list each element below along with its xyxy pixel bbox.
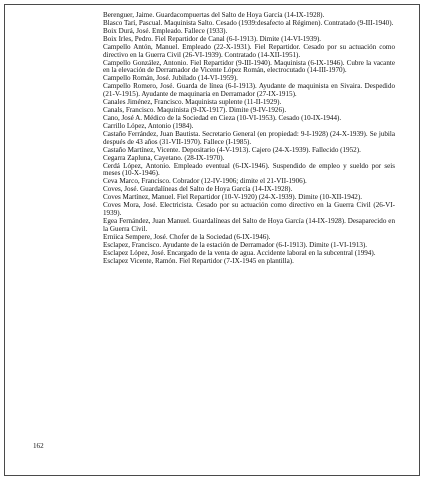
list-entry: Ceva Marco, Francisco. Cobrador (12-IV-1906; dimite el 21-VII-1906). <box>103 177 307 186</box>
personnel-list <box>103 12 395 266</box>
list-entry: Cegarra Zapluna, Cayetano. (28-IX-1970). <box>103 153 225 162</box>
list-entry: Campello Romero, José. Guarda de línea (6-I-1913). Ayudante de maquinista en Sivaira. Despedido (21-V-1915). Ayudante de maquinaria en Derramador (27-IX-1915). <box>103 82 395 99</box>
list-entry: Campello González, Antonio. Fiel Repartidor (9-III-1940). Maquinista (6-IX-1946). Cubre la vacante en la elevación de Derramador de Vicente López Román, electrocutado (14-III-1970). <box>103 58 395 75</box>
list-entry: Erniica Sempere, José. Chofer de la Sociedad (6-IX-1946). <box>103 232 271 241</box>
list-entry: Campello Antón, Manuel. Empleado (22-X-1931). Fiel Repartidor. Cesado por su actuación como directivo en la Guerra Civil (26-VI-1939). Contratado (14-XII-1951). <box>103 42 395 59</box>
list-entry: Esclapez, Francisco. Ayudante de la estación de Derramador (6-I-1913). Dimite (1-VI-1913). <box>103 240 368 249</box>
list-entry: Blasco Tarí, Pascual. Maquinista Salto. Cesado (1939:desafecto al Régimen). Contratado (9-III-1940). <box>103 18 394 27</box>
list-entry: Berenguer, Jaime. Guardacompuertas del Salto de Hoya García (14-IX-1928). <box>103 11 325 19</box>
page-number: 162 <box>33 442 44 450</box>
list-entry: Canales Jiménez, Francisco. Maquinista suplente (11-II-1929). <box>103 98 282 107</box>
list-entry: Boix Irles, Pedro. Fiel Repartidor de Canal (6-I-1913). Dimite (14-VI-1939). <box>103 34 322 43</box>
list-entry: Boix Durá, José. Empleado. Fallece (1933). <box>103 26 228 35</box>
list-entry: Castaño Martínez, Vicente. Depositario (4-V-1913). Cajero (24-X-1939). Fallecido (1952). <box>103 145 361 154</box>
list-entry: Cano, José A. Médico de la Sociedad en Cieza (10-VI-1953). Cesado (10-IX-1944). <box>103 113 342 122</box>
list-entry: Esclapez Vicente, Ramón. Fiel Repartidor (7-IX-1945 en plantilla). <box>103 256 294 265</box>
list-entry: Coves, José. Guardalíneas del Salto de Hoya García (14-IX-1928). <box>103 185 293 194</box>
list-entry: Canals, Francisco. Maquinista (9-IX-1917). Dimite (9-IV-1926). <box>103 106 287 115</box>
list-entry: Egea Fernández, Juan Manuel. Guardalíneas del Salto de Hoya García (14-IX-1928). Desaparecido en la Guerra Civil. <box>103 216 395 233</box>
list-entry: Cerdá López, Antonio. Empleado eventual (6-IX-1946). Suspendido de empleo y sueldo por seis meses (10-X-1946). <box>103 161 395 178</box>
list-entry: Coves Mora, José. Electricista. Cesado por su actuación como directivo en la Guerra Civil (26-VI-1939). <box>103 201 395 218</box>
list-entry: Esclapez López, José. Encargado de la venta de agua. Accidente laboral en la subcentral (1994). <box>103 248 376 257</box>
list-entry: Castaño Ferrández, Juan Bautista. Secretario General (en propiedad: 9-I-1928) (24-X-1939). Se jubila después de 43 años (31-VII-1970). Fallece (I-1985). <box>103 129 395 146</box>
list-entry: Campello Román, José. Jubilado (14-VI-1959). <box>103 74 238 83</box>
list-entry: Coves Martínez, Manuel. Fiel Repartidor (10-V-1920) (24-X-1939). Dimite (10-XII-1942). <box>103 193 362 202</box>
list-entry: Carrillo López, Antonio (1984). <box>103 121 194 130</box>
